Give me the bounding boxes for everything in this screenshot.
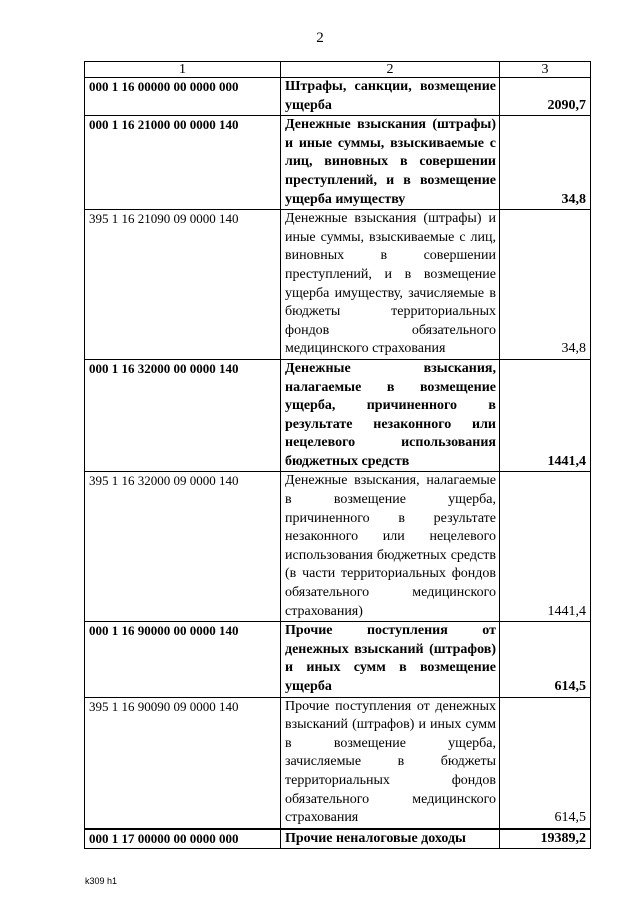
row-description: Денежные взыскания (штрафы) и иные суммы, взыскиваемые с лиц, виновных в совершении преступлений, и в возмещение ущерба имуществу, зачисляемые в бюджеты территориальных фондов обязательного медицинского страхования — [281, 210, 500, 360]
table-header-row — [85, 62, 591, 78]
row-amount: 2090,7 — [500, 78, 591, 116]
revenue-table — [84, 61, 591, 849]
page-number: 2 — [316, 30, 324, 46]
row-amount: 1441,4 — [500, 472, 591, 622]
row-description: Прочие поступления от денежных взысканий (штрафов) и иных сумм в возмещение ущерба — [281, 622, 500, 697]
document-footer-code: k309 h1 — [85, 876, 118, 886]
budget-code: 395 1 16 90090 09 0000 140 — [85, 697, 281, 829]
table-row — [85, 210, 591, 360]
budget-code: 395 1 16 21090 09 0000 140 — [85, 210, 281, 360]
row-description: Денежные взыскания, налагаемые в возмещение ущерба, причиненного в результате незаконного или нецелевого использования бюджетных средств (в части территориальных фондов обязательного медицинского страхования) — [281, 472, 500, 622]
row-amount: 614,5 — [500, 697, 591, 829]
row-description: Штрафы, санкции, возмещение ущерба — [281, 78, 500, 116]
budget-code: 000 1 16 90000 00 0000 140 — [85, 622, 281, 697]
budget-code: 000 1 17 00000 00 0000 000 — [85, 829, 281, 849]
row-amount: 1441,4 — [500, 359, 591, 472]
row-description: Прочие неналоговые доходы — [281, 829, 500, 849]
column-header-1: 1 — [85, 62, 281, 78]
table-row — [85, 622, 591, 697]
row-description: Денежные взыскания (штрафы) и иные суммы, взыскиваемые с лиц, виновных в совершении преступлений, и в возмещение ущерба имуществу — [281, 116, 500, 210]
budget-code: 395 1 16 32000 09 0000 140 — [85, 472, 281, 622]
column-header-3: 3 — [500, 62, 591, 78]
table-row — [85, 116, 591, 210]
row-description: Прочие поступления от денежных взысканий (штрафов) и иных сумм в возмещение ущерба, зачисляемые в бюджеты территориальных фондов обязательного медицинского страхования — [281, 697, 500, 829]
budget-code: 000 1 16 21000 00 0000 140 — [85, 116, 281, 210]
row-amount: 34,8 — [500, 116, 591, 210]
table-row — [85, 359, 591, 472]
row-amount: 19389,2 — [500, 829, 591, 849]
column-header-2: 2 — [281, 62, 500, 78]
row-amount: 614,5 — [500, 622, 591, 697]
budget-code: 000 1 16 00000 00 0000 000 — [85, 78, 281, 116]
table-row — [85, 829, 591, 849]
row-description: Денежные взыскания, налагаемые в возмещение ущерба, причиненного в результате незаконного или нецелевого использования бюджетных средств — [281, 359, 500, 472]
budget-code: 000 1 16 32000 00 0000 140 — [85, 359, 281, 472]
table-row — [85, 697, 591, 829]
table-row — [85, 472, 591, 622]
row-amount: 34,8 — [500, 210, 591, 360]
table-row — [85, 78, 591, 116]
